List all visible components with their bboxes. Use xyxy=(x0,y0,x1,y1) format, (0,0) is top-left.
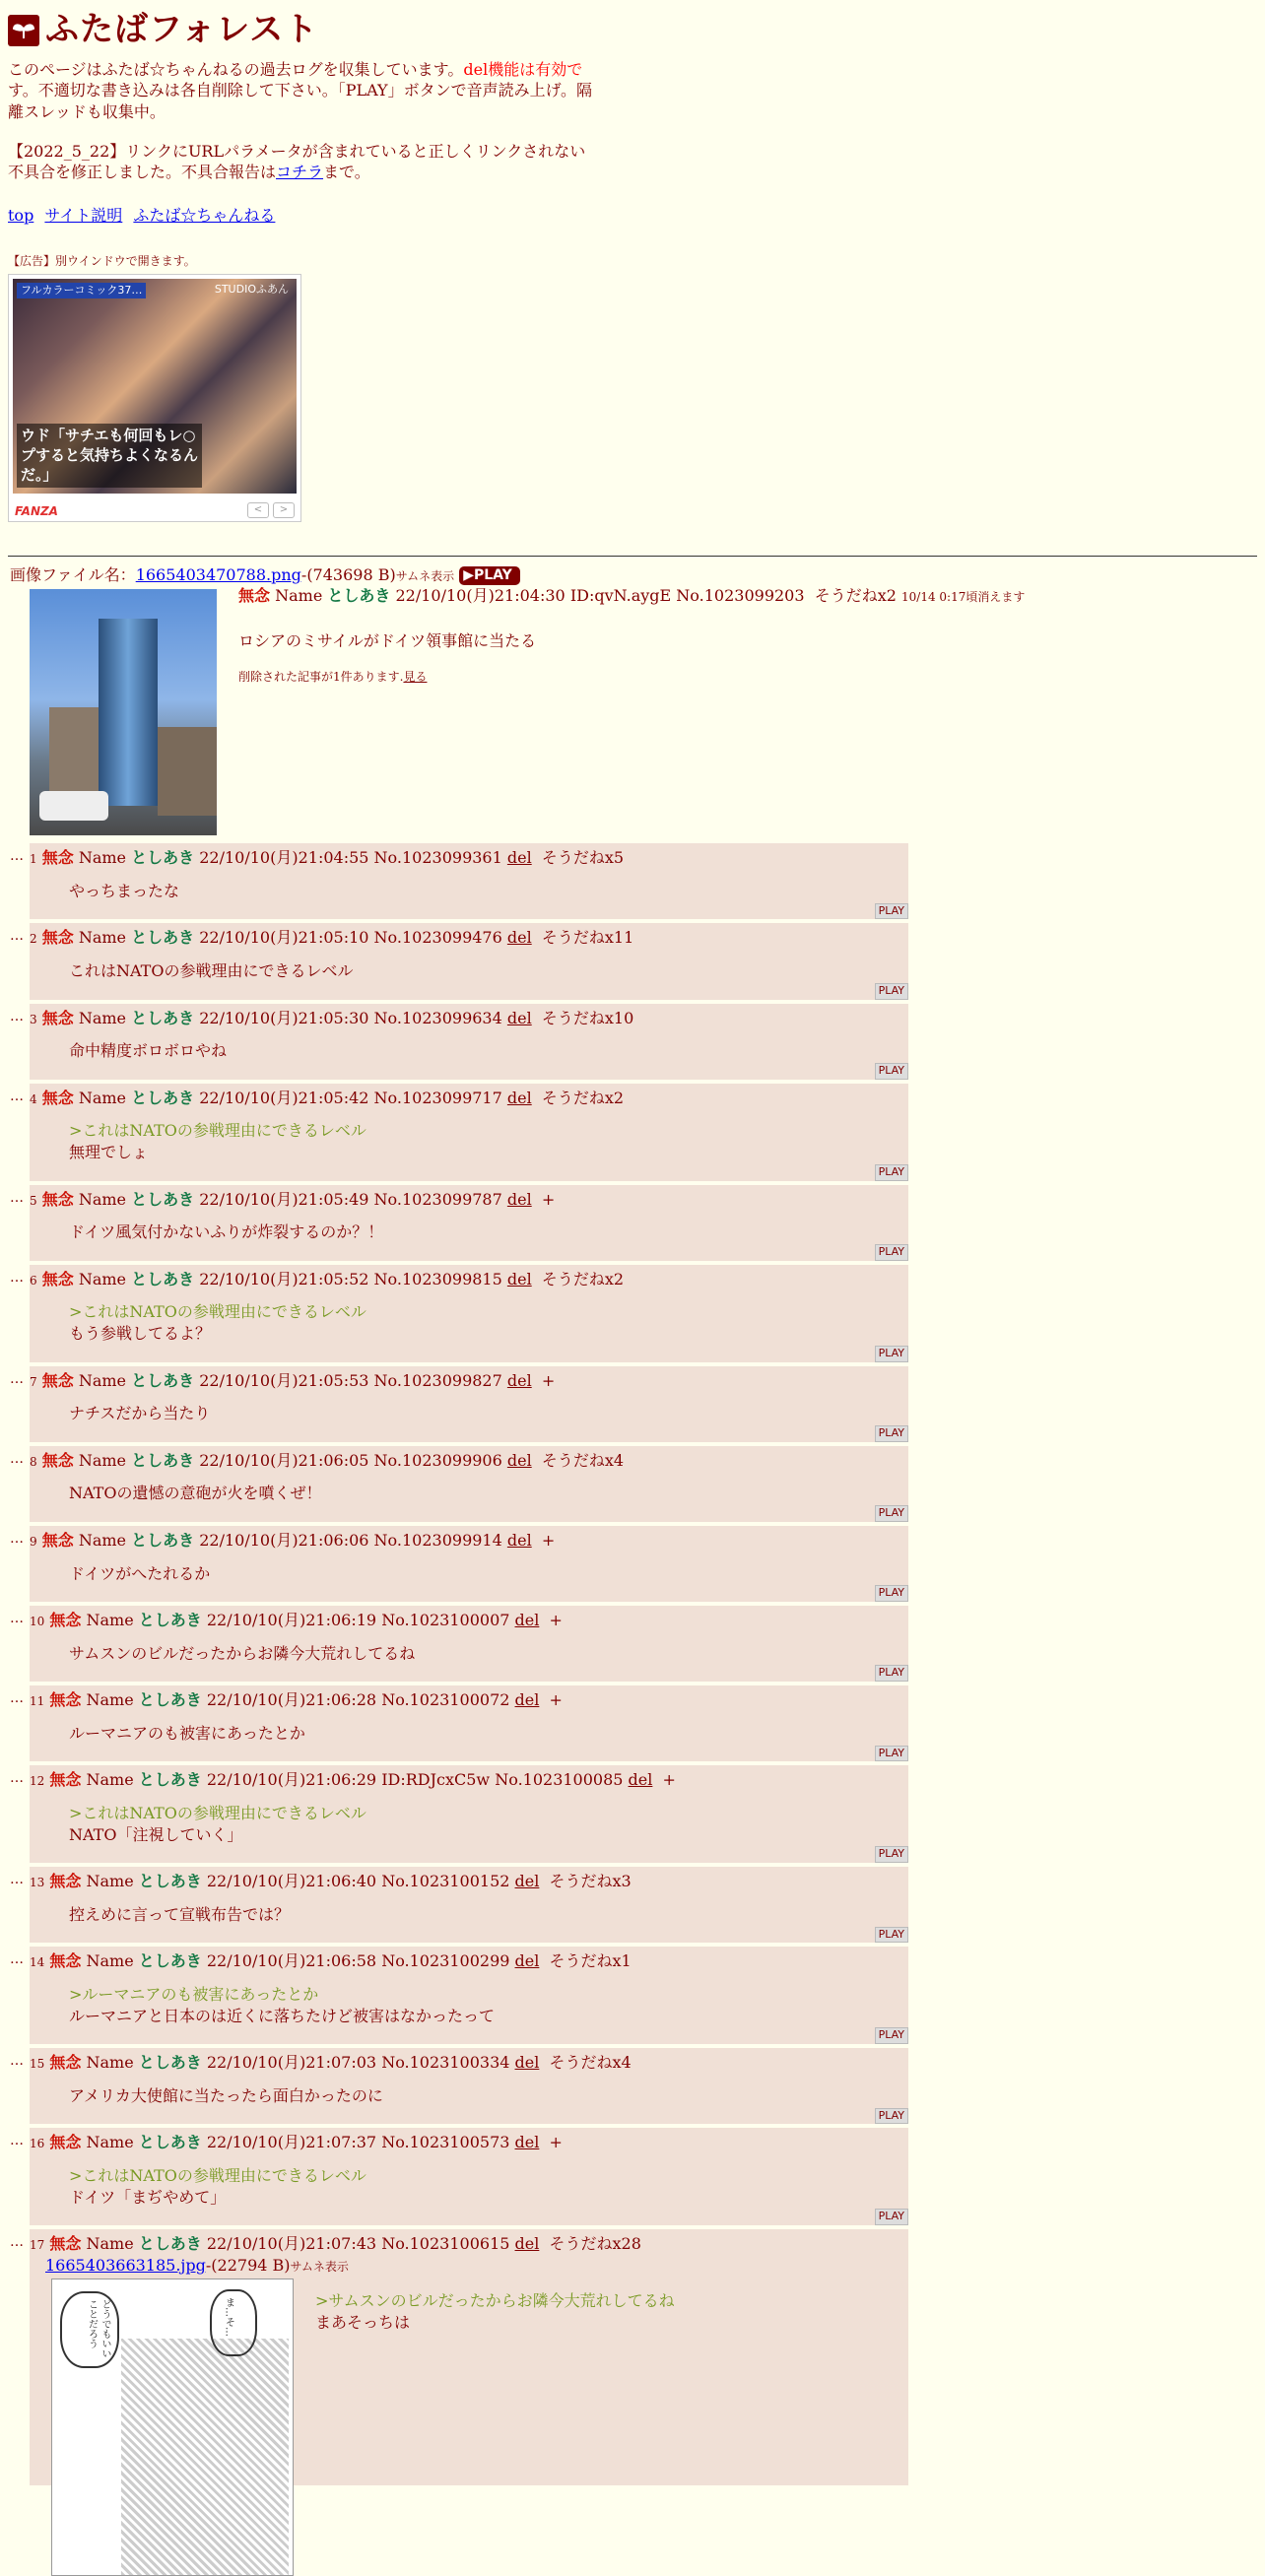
op-thumbnail[interactable] xyxy=(30,589,217,835)
reply-text: NATOの遺憾の意砲が火を噴くぜ！ xyxy=(69,1484,322,1503)
reply-name-label: Name xyxy=(86,1770,134,1790)
reply-name: としあき xyxy=(131,1008,195,1027)
reply-10 xyxy=(10,1606,908,1682)
reply-name: としあき xyxy=(138,2053,202,2073)
reply-menu-icon[interactable]: … xyxy=(10,1008,24,1024)
sodane-button[interactable]: + xyxy=(662,1770,676,1790)
reply-subject: 無念 xyxy=(49,1690,82,1710)
ad-studio: STUDIOふあん xyxy=(214,282,289,296)
del-link[interactable]: del xyxy=(506,848,532,868)
reply-name: としあき xyxy=(138,1770,202,1790)
reply-name: としあき xyxy=(131,1088,195,1107)
reply-menu-icon[interactable]: … xyxy=(10,1530,24,1547)
reply-quote: >これはNATOの参戦理由にできるレベル xyxy=(69,1804,366,1823)
sodane-button[interactable]: そうだねx10 xyxy=(541,1008,634,1027)
play-button[interactable]: PLAY xyxy=(875,903,908,920)
reply-number: 16 xyxy=(30,2137,45,2151)
reply-17 xyxy=(10,2229,908,2485)
reply-datetime: 22/10/10(月)21:06:05 xyxy=(199,1450,369,1470)
reply-text: 命中精度ボロボロやね xyxy=(69,1041,228,1061)
sodane-button[interactable]: そうだねx3 xyxy=(549,1872,632,1891)
divider xyxy=(8,556,1257,557)
sodane-button[interactable]: そうだねx28 xyxy=(549,2234,641,2254)
reply-datetime: 22/10/10(月)21:05:52 xyxy=(199,1269,369,1288)
reply-body xyxy=(30,869,908,902)
del-link[interactable]: del xyxy=(514,1872,540,1891)
reply-name: としあき xyxy=(131,1450,195,1470)
reply-name: としあき xyxy=(138,2133,202,2152)
reply-text: もう参戦してるよ？ xyxy=(69,1323,212,1343)
reply-id: ID:RDJcxC5w xyxy=(381,1770,491,1790)
reply-no: No.1023100299 xyxy=(381,1951,510,1971)
reply-menu-icon[interactable]: … xyxy=(10,1611,24,1627)
reply-16 xyxy=(10,2128,908,2225)
reply-text: 無理でしょ xyxy=(69,1142,149,1161)
reply-header xyxy=(30,923,908,949)
reply-header xyxy=(30,1947,908,1972)
report-link[interactable]: コチラ xyxy=(276,163,324,182)
del-link[interactable]: del xyxy=(628,1770,653,1790)
reply-body xyxy=(30,1711,908,1745)
reply-name: としあき xyxy=(138,1611,202,1630)
del-link[interactable]: del xyxy=(506,1088,532,1107)
reply-body xyxy=(30,1631,908,1665)
reply-7 xyxy=(10,1366,908,1442)
reply-name-label: Name xyxy=(86,2133,134,2152)
reply-list xyxy=(8,843,1257,2225)
reply-subject: 無念 xyxy=(49,1770,82,1790)
reply-subject: 無念 xyxy=(49,2133,82,2152)
reply-subject: 無念 xyxy=(41,1450,74,1470)
del-link[interactable]: del xyxy=(506,1269,532,1288)
bubble-text: どうでもいいことだろう xyxy=(86,2299,110,2359)
reply-datetime: 22/10/10(月)21:05:49 xyxy=(199,1189,369,1209)
reply-body xyxy=(30,1892,908,1926)
reply-1 xyxy=(10,843,908,919)
reply-body xyxy=(30,1108,908,1162)
reply-menu-icon[interactable]: … xyxy=(10,2053,24,2070)
bubble-text: ま…そ… xyxy=(223,2297,234,2338)
reply-text: やっちまったな xyxy=(69,881,180,900)
reply-header xyxy=(30,1265,908,1290)
reply-menu-icon[interactable]: … xyxy=(10,2234,24,2251)
sodane-button[interactable]: そうだねx5 xyxy=(541,848,625,868)
play-button[interactable]: PLAY xyxy=(875,1244,908,1261)
sodane-button[interactable]: + xyxy=(549,2133,563,2152)
play-button[interactable]: PLAY xyxy=(875,1063,908,1080)
fanza-logo: FANZA xyxy=(15,503,58,518)
ad-image[interactable] xyxy=(13,279,297,494)
play-button[interactable]: PLAY xyxy=(875,1927,908,1944)
sodane-button[interactable]: そうだねx2 xyxy=(541,1088,625,1107)
sodane-button[interactable]: そうだねx11 xyxy=(541,928,634,948)
del-link[interactable]: del xyxy=(506,1189,532,1209)
reply-text: サムスンのビルだったからお隣今大荒れしてるね xyxy=(69,1643,416,1663)
reply-header xyxy=(30,843,908,869)
nav-top-link[interactable]: top xyxy=(8,205,34,225)
op-post xyxy=(8,585,1257,839)
reply-body xyxy=(30,1972,908,2026)
reply-header xyxy=(30,1867,908,1892)
reply-no: No.1023099717 xyxy=(373,1088,502,1107)
reply-menu-icon[interactable]: … xyxy=(10,1951,24,1968)
play-button[interactable]: PLAY xyxy=(875,1846,908,1863)
reply-number: 13 xyxy=(30,1876,45,1890)
reply-text: 控えめに言って宣戦布告では？ xyxy=(69,1904,291,1924)
reply-name-label: Name xyxy=(78,1530,127,1550)
reply-subject: 無念 xyxy=(49,1951,82,1971)
del-link[interactable]: del xyxy=(514,1611,540,1630)
reply17-file-line: 1665403663185.jpg-(22794 B)サムネ表示 xyxy=(45,2255,349,2275)
reply-number: 7 xyxy=(30,1374,37,1389)
reply-subject: 無念 xyxy=(49,1611,82,1630)
reply-datetime: 22/10/10(月)21:06:19 xyxy=(206,1611,377,1630)
reply-text: ルーマニアと日本のは近くに落ちたけど被害はなかったって xyxy=(69,2006,496,2025)
reply-datetime: 22/10/10(月)21:06:29 xyxy=(206,1770,377,1790)
reply-14 xyxy=(10,1947,908,2044)
op-play-button[interactable]: ▶PLAY xyxy=(459,566,520,585)
reply-text: アメリカ大使館に当たったら面白かったのに xyxy=(69,2085,383,2105)
reply-name: としあき xyxy=(131,928,195,948)
reply-13 xyxy=(10,1867,908,1943)
play-button[interactable]: PLAY xyxy=(875,1346,908,1362)
del-link[interactable]: del xyxy=(506,928,532,948)
reply-body xyxy=(30,1391,908,1424)
reply-subject: 無念 xyxy=(49,1872,82,1891)
reply-number: 12 xyxy=(30,1774,45,1789)
play-button[interactable]: PLAY xyxy=(875,1164,908,1181)
reply-subject: 無念 xyxy=(41,848,74,868)
reply-6 xyxy=(10,1265,908,1362)
reply17-file-link[interactable]: 1665403663185.jpg xyxy=(45,2255,206,2275)
reply-datetime: 22/10/10(月)21:05:30 xyxy=(199,1008,369,1027)
reply-body: >サムスンのビルだったからお隣今大荒れしてるね まあそっちは xyxy=(315,2291,675,2332)
reply-no: No.1023100573 xyxy=(381,2133,510,2152)
nav-about-link[interactable]: サイト説明 xyxy=(44,205,123,225)
reply-2 xyxy=(10,923,908,999)
reply-datetime: 22/10/10(月)21:06:58 xyxy=(206,1951,377,1971)
reply-menu-icon[interactable]: … xyxy=(10,1770,24,1787)
reply-name: としあき xyxy=(131,1370,195,1390)
del-link[interactable]: del xyxy=(514,2133,540,2152)
reply-body xyxy=(30,1471,908,1504)
reply-name: としあき xyxy=(131,1530,195,1550)
notice-text: 【2022_5_22】リンクにURLパラメータが含まれていると正しくリンクされない不具合を修正しました。不具合報告はコチラまで。 xyxy=(8,141,586,182)
reply-no: No.1023099827 xyxy=(373,1370,502,1390)
reply-number: 8 xyxy=(30,1454,37,1469)
reply-no: No.1023099906 xyxy=(373,1450,502,1470)
reply-no: No.1023099787 xyxy=(373,1189,502,1209)
play-button[interactable]: PLAY xyxy=(875,1425,908,1442)
reply-datetime: 22/10/10(月)21:05:42 xyxy=(199,1088,369,1107)
reply-no: No.1023100085 xyxy=(495,1770,624,1790)
reply-header xyxy=(30,1526,908,1552)
reply-header xyxy=(30,1366,908,1392)
nav-futaba-link[interactable]: ふたば☆ちゃんねる xyxy=(133,205,276,225)
reply-text: ドイツ風気付かないふりが炸裂するのか？！ xyxy=(69,1222,384,1242)
reply-subject: 無念 xyxy=(41,1189,74,1209)
del-link[interactable]: del xyxy=(514,2234,540,2254)
reply-name-label: Name xyxy=(78,1269,127,1288)
sodane-button[interactable]: そうだねx2 xyxy=(541,1269,625,1288)
play-button[interactable]: PLAY xyxy=(875,1665,908,1682)
op-expire: 10/14 0:17頃消えます xyxy=(901,590,1026,605)
reply-body xyxy=(30,1791,908,1845)
reply-subject: 無念 xyxy=(41,1269,74,1288)
reply-5 xyxy=(10,1185,908,1261)
reply-name-label: Name xyxy=(78,928,127,948)
reply-subject: 無念 xyxy=(41,1008,74,1027)
reply-name-label: Name xyxy=(86,1951,134,1971)
ad-caption: ウド「サチエも何回もレ○プすると気持ちよくなるんだ。」 xyxy=(17,424,202,488)
reply-menu-icon[interactable]: … xyxy=(10,1872,24,1888)
reply-datetime: 22/10/10(月)21:05:53 xyxy=(199,1370,369,1390)
reply-body xyxy=(30,1210,908,1243)
reply-datetime: 22/10/10(月)21:06:28 xyxy=(206,1690,377,1710)
reply-number: 9 xyxy=(30,1534,37,1549)
reply-no: No.1023100152 xyxy=(381,1872,510,1891)
del-link[interactable]: del xyxy=(506,1370,532,1390)
reply-datetime: 22/10/10(月)21:06:06 xyxy=(199,1530,369,1550)
reply-datetime: 22/10/10(月)21:06:40 xyxy=(206,1872,377,1891)
sodane-button[interactable]: そうだねx4 xyxy=(549,2053,632,2073)
op-sodane[interactable]: そうだねx2 xyxy=(814,586,897,606)
reply-body xyxy=(30,949,908,982)
reply-3 xyxy=(10,1004,908,1080)
reply-name-label: Name xyxy=(78,1189,127,1209)
reply-text: ナチスだから当たり xyxy=(69,1404,211,1423)
reply-no: No.1023100007 xyxy=(381,1611,510,1630)
ad-tag: フルカラーコミック37… xyxy=(17,283,146,299)
del-link[interactable]: del xyxy=(506,1530,532,1550)
reply-11 xyxy=(10,1685,908,1761)
reply-datetime: 22/10/10(月)21:07:03 xyxy=(206,2053,377,2073)
reply-menu-icon[interactable]: … xyxy=(10,2133,24,2149)
reply-body xyxy=(30,2153,908,2208)
reply-datetime: 22/10/10(月)21:04:55 xyxy=(199,848,369,868)
reply-no: No.1023099815 xyxy=(373,1269,502,1288)
reply-menu-icon[interactable]: … xyxy=(10,1690,24,1707)
sodane-button[interactable]: + xyxy=(541,1530,556,1550)
play-button[interactable]: PLAY xyxy=(875,1585,908,1602)
reply-name: としあき xyxy=(131,848,195,868)
reply-header xyxy=(30,1606,908,1631)
reply-name-label: Name xyxy=(78,1088,127,1107)
reply-number: 6 xyxy=(30,1273,37,1288)
sodane-button[interactable]: そうだねx4 xyxy=(541,1450,625,1470)
reply-subject: 無念 xyxy=(49,2053,82,2073)
reply-header xyxy=(30,1685,908,1711)
reply-header xyxy=(30,1185,908,1211)
reply-name-label: Name xyxy=(86,1690,134,1710)
leaf-icon xyxy=(8,15,39,46)
ad-next-button[interactable]: > xyxy=(273,502,295,518)
reply-body xyxy=(30,2074,908,2107)
reply-header xyxy=(30,2128,908,2153)
del-link[interactable]: del xyxy=(506,1450,532,1470)
del-link[interactable]: del xyxy=(514,1690,540,1710)
deleted-notice: 削除された記事が1件あります.見る xyxy=(238,670,428,685)
reply-name: としあき xyxy=(131,1269,195,1288)
reply-no: No.1023100334 xyxy=(381,2053,510,2073)
reply-text: NATO「注視していく」 xyxy=(69,1824,243,1844)
reply-name-label: Name xyxy=(86,2053,134,2073)
reply-body xyxy=(30,1289,908,1344)
reply-subject: 無念 xyxy=(41,1370,74,1390)
reply-quote: >これはNATOの参戦理由にできるレベル xyxy=(69,1302,366,1322)
reply-name-label: Name xyxy=(78,1008,127,1027)
reply-number: 4 xyxy=(30,1091,37,1106)
reply-9 xyxy=(10,1526,908,1602)
ad-label: 【広告】別ウインドウで開きます。 xyxy=(8,254,196,269)
reply-text: ルーマニアのも被害にあったとか xyxy=(69,1723,305,1743)
thumb-label: サムネ表示 xyxy=(395,568,455,583)
ad-banner[interactable] xyxy=(8,274,301,522)
reply-name-label: Name xyxy=(86,1872,134,1891)
reply-quote: >ルーマニアのも被害にあったとか xyxy=(69,1985,319,2005)
reply-menu-icon[interactable]: … xyxy=(10,848,24,865)
reply-number: 15 xyxy=(30,2057,45,2072)
reply-15 xyxy=(10,2048,908,2124)
reply-menu-icon[interactable]: … xyxy=(10,1370,24,1387)
op-text: ロシアのミサイルがドイツ領事館に当たる xyxy=(238,630,537,650)
reply-number: 10 xyxy=(30,1615,45,1629)
reply-name: としあき xyxy=(138,1690,202,1710)
del-link[interactable]: del xyxy=(514,1951,540,1971)
reply-header xyxy=(30,1084,908,1109)
ad-footer xyxy=(9,499,300,521)
sodane-button[interactable]: + xyxy=(549,1690,563,1710)
reply-subject: 無念 xyxy=(41,928,74,948)
play-button[interactable]: PLAY xyxy=(875,2209,908,2225)
reply-menu-icon[interactable]: … xyxy=(10,1269,24,1286)
reply-no: No.1023099914 xyxy=(373,1530,502,1550)
reply-quote: >これはNATOの参戦理由にできるレベル xyxy=(69,2166,366,2186)
reply-number: 11 xyxy=(30,1694,45,1709)
reply-text: ドイツ「まぢやめて」 xyxy=(69,2187,227,2207)
reply-header xyxy=(30,1004,908,1029)
reply-no: No.1023099476 xyxy=(373,928,502,948)
op-file-link[interactable]: 1665403470788.png xyxy=(135,564,301,584)
del-link[interactable]: del xyxy=(514,2053,540,2073)
reply-header: 17 無念 Name としあき 22/10/10(月)21:07:43 No.1023100615 del そうだねx28 xyxy=(30,2234,641,2254)
sodane-button[interactable]: + xyxy=(549,1611,563,1630)
reply-body xyxy=(30,1028,908,1062)
reply-datetime: 22/10/10(月)21:05:10 xyxy=(199,928,369,948)
del-link[interactable]: del xyxy=(506,1008,532,1027)
reply-text: ドイツがへたれるか xyxy=(69,1563,211,1583)
reply-name-label: Name xyxy=(78,1450,127,1470)
reply-header xyxy=(30,1446,908,1472)
reply-menu-icon[interactable]: … xyxy=(10,1450,24,1467)
reply-no: No.1023100072 xyxy=(381,1690,510,1710)
reply-4 xyxy=(10,1084,908,1181)
play-button[interactable]: PLAY xyxy=(875,2108,908,2125)
del-notice: del機能は有効で xyxy=(463,59,583,79)
sodane-button[interactable]: + xyxy=(541,1370,556,1390)
reply-header xyxy=(30,2048,908,2074)
reply-text: これはNATOの参戦理由にできるレベル xyxy=(69,961,354,981)
reply-menu-icon[interactable]: … xyxy=(10,928,24,945)
reply-name-label: Name xyxy=(78,848,127,868)
sodane-button[interactable]: そうだねx1 xyxy=(549,1951,632,1971)
op-file-line: 画像ファイル名：1665403470788.png-(743698 B)サムネ表示 ▶PLAY xyxy=(10,564,1257,586)
reply-menu-icon[interactable]: … xyxy=(10,1088,24,1104)
site-title: ふたばフォレスト xyxy=(45,10,319,49)
deleted-view-link[interactable]: 見る xyxy=(403,670,428,685)
reply-number: 3 xyxy=(30,1012,37,1026)
play-button[interactable]: PLAY xyxy=(875,2027,908,2044)
reply-quote: >これはNATOの参戦理由にできるレベル xyxy=(69,1121,366,1141)
reply-number: 2 xyxy=(30,932,37,947)
intro-text: このページはふたば☆ちゃんねるの過去ログを収集しています。del機能は有効です。不適切な書き込みは各自削除して下さい。「PLAY」ボタンで音声読み上げ。隔離スレッドも収集中。 xyxy=(8,59,592,122)
reply-name: としあき xyxy=(138,1872,202,1891)
reply-8 xyxy=(10,1446,908,1522)
reply-number: 5 xyxy=(30,1193,37,1208)
reply-menu-icon[interactable]: … xyxy=(10,1189,24,1206)
reply-no: No.1023099361 xyxy=(373,848,502,868)
reply-12 xyxy=(10,1765,908,1863)
sodane-button[interactable]: + xyxy=(541,1189,556,1209)
reply-body xyxy=(30,1552,908,1585)
reply-datetime: 22/10/10(月)21:07:37 xyxy=(206,2133,377,2152)
reply-number: 14 xyxy=(30,1955,45,1970)
play-button[interactable]: PLAY xyxy=(875,1505,908,1522)
reply17-thumbnail[interactable] xyxy=(51,2279,294,2576)
top-nav xyxy=(8,205,1257,227)
reply-subject: 無念 xyxy=(41,1530,74,1550)
reply-name-label: Name xyxy=(78,1370,127,1390)
op-header: 無念 Name としあき 22/10/10(月)21:04:30 ID:qvN.aygE No.1023099203 そうだねx2 10/14 0:17頃消えます xyxy=(238,586,1026,606)
reply-name: としあき xyxy=(138,1951,202,1971)
reply-subject: 無念 xyxy=(41,1088,74,1107)
play-button[interactable]: PLAY xyxy=(875,983,908,1000)
play-button[interactable]: PLAY xyxy=(875,1746,908,1762)
reply-name-label: Name xyxy=(86,1611,134,1630)
ad-prev-button[interactable]: < xyxy=(247,502,269,518)
site-logo[interactable] xyxy=(8,8,1257,53)
reply-header xyxy=(30,1765,908,1791)
reply-number: 1 xyxy=(30,852,37,867)
reply-no: No.1023099634 xyxy=(373,1008,502,1027)
reply-name: としあき xyxy=(131,1189,195,1209)
